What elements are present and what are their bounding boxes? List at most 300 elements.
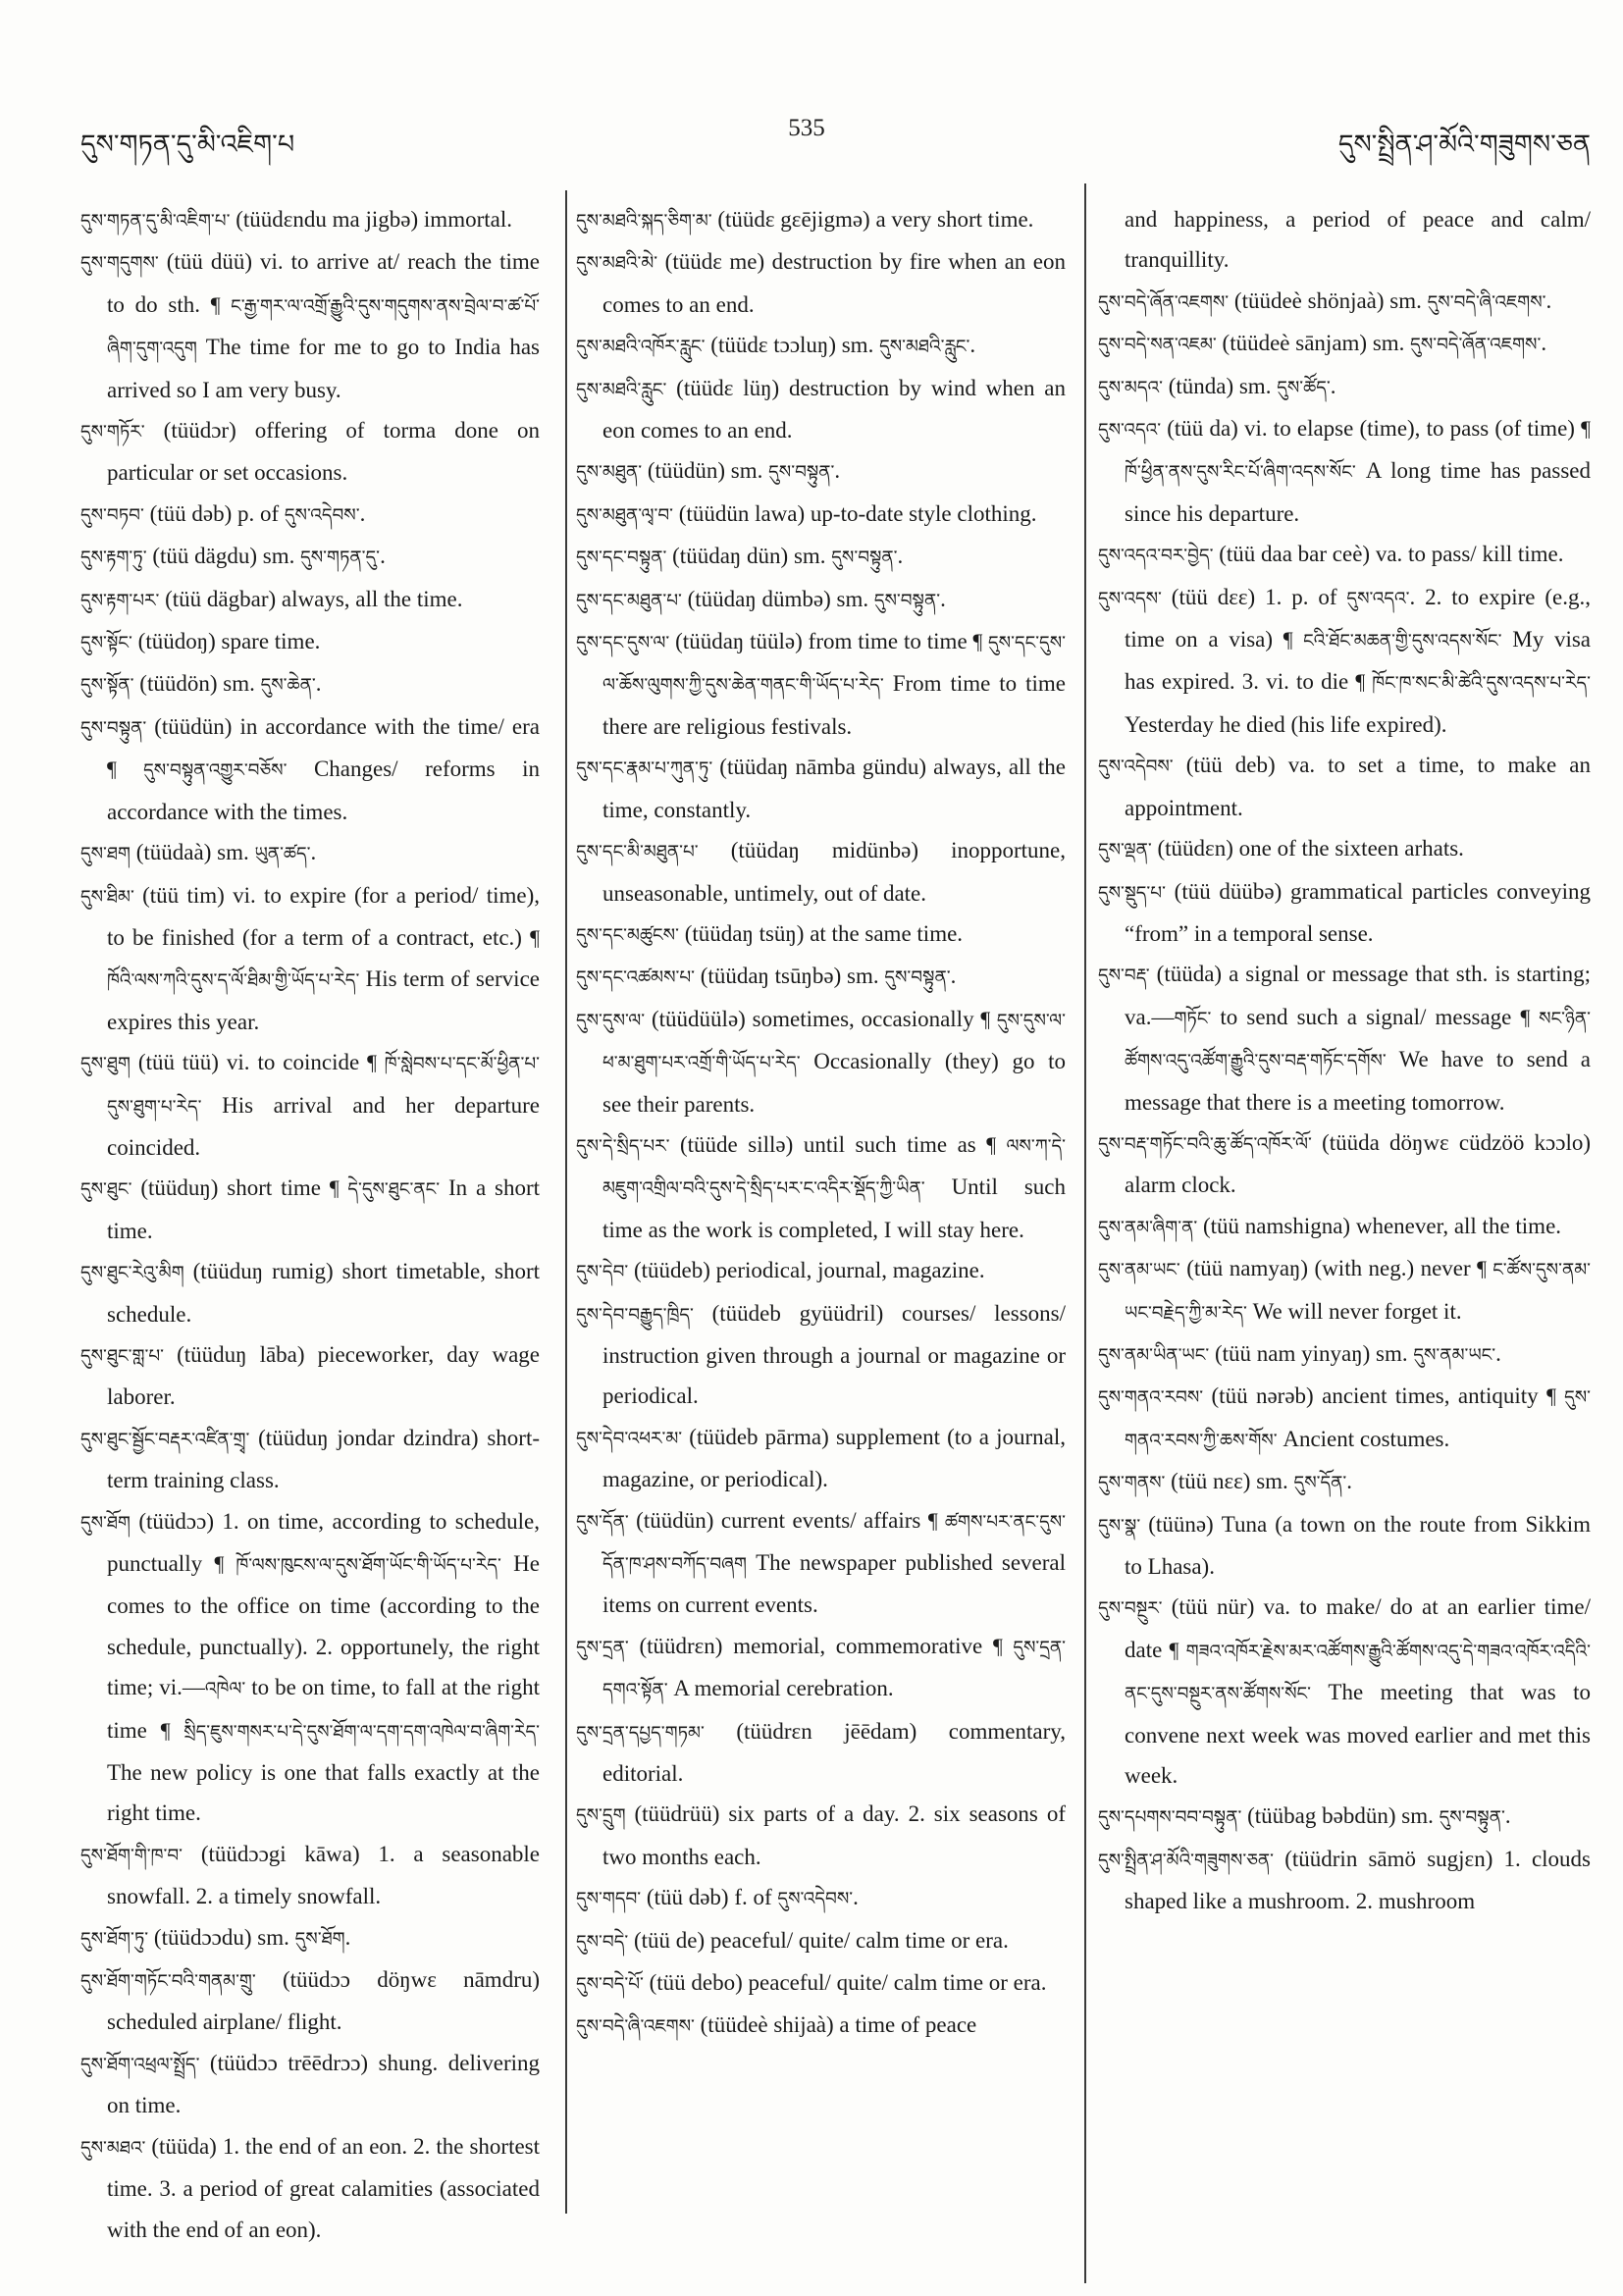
definition-text: shung. delivering on time. bbox=[107, 2050, 540, 2118]
definition-text: immortal. bbox=[423, 207, 512, 232]
headword: དུས་སྡུད་པ་ bbox=[1098, 882, 1166, 904]
headword: དུས་ནམ་ཞིག་ན་ bbox=[1098, 1217, 1198, 1238]
headword: དུས་སྟོན་ bbox=[80, 675, 134, 697]
headword: དུས་བདེ་སན་འཇམ་ bbox=[1098, 335, 1217, 356]
example-mark: ¶ bbox=[160, 1718, 184, 1743]
definition-text: va. to pass/ kill time. bbox=[1375, 542, 1564, 567]
example-mark: ¶ bbox=[214, 1552, 236, 1576]
definition-text: . bbox=[1545, 287, 1552, 313]
pronunciation: (tüü nɛɛ) bbox=[1171, 1469, 1251, 1494]
definition-text: in accordance with the time/ era bbox=[239, 713, 540, 739]
definition-text: 1. p. of bbox=[1265, 584, 1347, 609]
dictionary-entry bbox=[80, 1168, 540, 1251]
dictionary-entry bbox=[80, 1501, 540, 1834]
headword: དུས་དྲན་ bbox=[576, 1637, 629, 1658]
headword: དུས་དང་མཐུན་པ་ bbox=[576, 590, 682, 611]
headword: དུས་ཐོག་འཕྲལ་སྤྲོད་ bbox=[80, 2054, 200, 2075]
definition-text: We have to send a message that there is a meeting tomorrow. bbox=[1125, 1047, 1591, 1115]
example-mark: ¶ bbox=[530, 925, 540, 950]
definition-text: sm. bbox=[223, 671, 261, 697]
dictionary-entry bbox=[576, 1417, 1066, 1500]
example-mark: ¶ bbox=[1477, 1257, 1493, 1281]
definition-text: sm. bbox=[793, 544, 832, 569]
headword: དུས་མཐའི་མེ་ bbox=[576, 253, 658, 275]
pronunciation: (tüüdaŋ nāmba gündu) bbox=[719, 755, 927, 780]
headword: དུས་དང་བསྟུན་ bbox=[576, 548, 667, 569]
headword: དུས་ཐུང་ bbox=[80, 1179, 132, 1201]
headword: དུས་ཐིམ་ bbox=[80, 886, 134, 908]
headword: དུས་སྣ་ bbox=[1098, 1515, 1141, 1537]
definition-text: ancient times, antiquity bbox=[1322, 1383, 1547, 1409]
tibetan-text: གཟའ་འཁོར་རྗེས་མར་འཚོགས་རྒྱུའི་ཚོགས་འདུ་དེ་གཟའ་འཁོར་འདིའི་ནང་དུས་བསྔུར་ནས་ཚོགས་སོང་ bbox=[1125, 1641, 1591, 1705]
definition-text: sm. bbox=[1376, 1340, 1414, 1366]
tibetan-text: དུས་བསྟུན་ bbox=[768, 462, 835, 484]
definition-text: peaceful/ quite/ calm time or era. bbox=[748, 1970, 1047, 1996]
definition-text: alarm clock. bbox=[1125, 1173, 1236, 1198]
pronunciation: (tüünə) bbox=[1148, 1511, 1214, 1537]
dictionary-entry bbox=[1098, 323, 1591, 365]
tibetan-text: སང་ཉིན་ཚོགས་འདུ་འཚོག་རྒྱུའི་དུས་བརྡ་གཏོང་དགོས་ bbox=[1125, 1008, 1591, 1072]
definition-text: always, all the time. bbox=[281, 586, 463, 611]
definition-text: sm. bbox=[257, 1924, 295, 1950]
tibetan-text: དུས་འདེབས་ bbox=[777, 1889, 854, 1910]
headword: དུས་རྟག་ཏུ་ bbox=[80, 548, 147, 569]
tibetan-text: དུས་གཏན་དུ་ bbox=[300, 548, 381, 569]
pronunciation: (tüüdün) bbox=[154, 713, 233, 739]
pronunciation: (tüü nam yinyaŋ) bbox=[1214, 1340, 1371, 1366]
dictionary-entry bbox=[1098, 745, 1591, 828]
pronunciation: (tüüduŋ lāba) bbox=[177, 1341, 305, 1367]
headword: དུས་ནམ་ཡིན་ཡང་ bbox=[1098, 1344, 1210, 1366]
pronunciation: (tüüdaŋ tüülə) bbox=[675, 629, 803, 654]
dictionary-entry bbox=[80, 1917, 540, 1959]
headword: དུས་ཐག bbox=[80, 844, 131, 865]
definition-text: . bbox=[344, 1924, 351, 1950]
definition-text: sm. bbox=[730, 458, 769, 484]
pronunciation: (tüüdeb) bbox=[633, 1258, 710, 1283]
headword: དུས་དེབ་བརྒྱུད་ཁྲིད་ bbox=[576, 1304, 694, 1326]
dictionary-entry bbox=[576, 747, 1066, 830]
dictionary-entry bbox=[80, 199, 540, 241]
definition-text: . bbox=[359, 500, 366, 526]
dictionary-entry bbox=[1098, 1122, 1591, 1206]
example-mark: ¶ bbox=[1520, 1005, 1540, 1029]
headword: དུས་བདེ་པོ་ bbox=[576, 1974, 644, 1996]
headword: དུས་བཏབ་ bbox=[80, 504, 144, 526]
pronunciation: (tüüdaŋ midünbə) bbox=[730, 838, 919, 863]
dictionary-entry bbox=[1098, 871, 1591, 955]
pronunciation: (tüü namshigna) bbox=[1202, 1213, 1351, 1238]
tibetan-text: དུས་བསྟུན་ bbox=[884, 967, 951, 989]
headword: དུས་ཐོག་གཏོང་བའི་གནམ་གྲུ་ bbox=[80, 1971, 256, 1993]
pronunciation: (tüüdeè shönjaà) bbox=[1233, 287, 1385, 313]
dictionary-entry bbox=[576, 956, 1066, 998]
definition-text: whenever, all the time. bbox=[1355, 1213, 1562, 1238]
tibetan-text: དུས་གནའ་རབས་ཀྱི་ཆས་གོས་ bbox=[1125, 1387, 1591, 1451]
definition-text: a very short time. bbox=[875, 207, 1034, 232]
pronunciation: (tüüda) bbox=[1156, 962, 1223, 987]
headword: དུས་བརྡ་ bbox=[1098, 965, 1150, 987]
definition-text: sometimes, occasionally bbox=[752, 1006, 981, 1031]
dictionary-entry bbox=[576, 579, 1066, 621]
pronunciation: (tüü tim) bbox=[142, 882, 225, 908]
pronunciation: (tüübag bəbdün) bbox=[1247, 1803, 1396, 1829]
pronunciation: (tüü da) bbox=[1167, 416, 1238, 442]
dictionary-entry bbox=[576, 830, 1066, 913]
dictionary-entry bbox=[576, 999, 1066, 1124]
definition-text: memorial, commemorative bbox=[733, 1633, 993, 1658]
dictionary-entry bbox=[1098, 1796, 1591, 1838]
definition-text: sm. bbox=[1389, 287, 1428, 313]
definition-text: short timetable, short schedule. bbox=[107, 1259, 540, 1327]
column-2 bbox=[576, 199, 1066, 2250]
pronunciation: (tüüduŋ jondar dzindra) bbox=[258, 1425, 479, 1450]
pronunciation: (tüüdɔɔ trēēdrɔɔ) bbox=[209, 2050, 369, 2075]
column-divider bbox=[1084, 183, 1086, 2283]
definition-text: vi. to arrive at/ reach the time to do sth. bbox=[107, 249, 540, 317]
definition-text: a signal or message that sth. is starting; va.— bbox=[1125, 962, 1591, 1029]
definition-text: sm. bbox=[1256, 1469, 1294, 1494]
definition-text: 1. clouds shaped like a mushroom. 2. mushroom bbox=[1125, 1846, 1591, 1914]
dictionary-entry bbox=[1098, 577, 1591, 746]
pronunciation: (tüü daa bar ceè) bbox=[1219, 542, 1371, 567]
pronunciation: (tüüdrüü) bbox=[634, 1801, 720, 1827]
definition-text: vi. to coincide bbox=[226, 1050, 368, 1075]
headword: དུས་དེ་སྲིད་པར་ bbox=[576, 1135, 670, 1157]
dictionary-entry bbox=[80, 621, 540, 663]
pronunciation: (tüüdaŋ dümbə) bbox=[687, 586, 831, 611]
headword: དུས་ལྡན་ bbox=[1098, 840, 1152, 861]
headword: དུས་འདའ་ bbox=[1098, 420, 1162, 442]
tibetan-text: དུས་ནམ་ཡང་ bbox=[1413, 1344, 1496, 1366]
pronunciation: (tüüdɔɔgi kāwa) bbox=[200, 1841, 360, 1866]
tibetan-text: ཁོང་ཁ་སང་མི་ཚེའི་དུས་འདས་པ་རེད་ bbox=[1372, 673, 1591, 695]
running-head-left: དུས་གཏན་དུ་མི་འཇིག་པ bbox=[80, 130, 295, 160]
headword: དུས་བསྟུན་ bbox=[80, 717, 147, 739]
tibetan-text: ཡུན་ཚད་ bbox=[254, 844, 311, 865]
headword: དུས་མཐའི་འཁོར་རླུང་ bbox=[576, 337, 706, 358]
dictionary-entry bbox=[576, 1124, 1066, 1250]
definition-text: . bbox=[380, 544, 386, 569]
pronunciation: (tüüduŋ) bbox=[140, 1175, 219, 1201]
definition-text: short time bbox=[227, 1175, 330, 1201]
definition-text: sm. bbox=[847, 964, 885, 989]
pronunciation: (tüüdrin sāmö sugjɛn) bbox=[1284, 1846, 1493, 1871]
dictionary-entry bbox=[576, 325, 1066, 367]
pronunciation: (tüüdaŋ tsūŋbə) bbox=[700, 964, 842, 989]
tibetan-text: དུས་ཚོད་ bbox=[1277, 377, 1331, 398]
dictionary-entry bbox=[576, 1293, 1066, 1417]
tibetan-text: ཁོའི་ལས་ཀའི་དུས་ད་ལོ་ཐིམ་གྱི་ཡོད་པ་རེད་ bbox=[107, 970, 360, 992]
running-head-right: དུས་སྤྲིན་ཤ་མོའི་གཟུགས་ཅན bbox=[1337, 130, 1591, 160]
definition-text: 1. on time, according to schedule, punctually bbox=[107, 1508, 540, 1576]
headword: དུས་སྤྲིན་ཤ་མོའི་གཟུགས་ཅན་ bbox=[1098, 1850, 1275, 1871]
pronunciation: (tüüdeè sānjam) bbox=[1222, 331, 1368, 356]
tibetan-text: དུས་བདེ་ཞོན་འཇགས་ bbox=[1410, 335, 1542, 356]
pronunciation: (tüüdeb pārma) bbox=[689, 1424, 829, 1449]
example-mark: ¶ bbox=[986, 1132, 1007, 1157]
pronunciation: (tüüdɛ lüŋ) bbox=[676, 375, 780, 400]
definition-text: peaceful/ quite/ calm time or era. bbox=[709, 1927, 1009, 1953]
dictionary-entry bbox=[80, 579, 540, 621]
pronunciation: (tüüdüülə) bbox=[652, 1006, 746, 1031]
definition-text: He comes to the office on time (according to the schedule, punctually). 2. opportunely, the right time; vi.— bbox=[107, 1551, 540, 1700]
example-mark: ¶ bbox=[927, 1508, 945, 1533]
dictionary-entry bbox=[576, 913, 1066, 956]
definition-text: a time of peace bbox=[839, 2012, 977, 2038]
pronunciation: (tüüde sillə) bbox=[680, 1131, 794, 1157]
headword: དུས་བདེ་ bbox=[576, 1931, 629, 1953]
headword: དུས་མཐའི་སྐད་ཅིག་མ་ bbox=[576, 211, 712, 232]
definition-text: grammatical particles conveying “from” in a temporal sense. bbox=[1125, 878, 1591, 946]
pronunciation: (tüüdɛ gɛējigmə) bbox=[717, 207, 870, 232]
headword: དུས་བརྡ་གཏོང་བའི་ཆུ་ཚོད་འཁོར་ལོ་ bbox=[1098, 1133, 1312, 1155]
dictionary-entry bbox=[576, 1877, 1066, 1919]
dictionary-entry bbox=[576, 1500, 1066, 1626]
definition-text: The meeting that was to convene next week was moved earlier and met this week. bbox=[1125, 1680, 1591, 1789]
definition-text: In a short time. bbox=[107, 1175, 540, 1243]
definition-text: sm. bbox=[841, 333, 880, 358]
tibetan-text: དུས་འདེབས་ bbox=[284, 504, 360, 526]
definition-text: destruction by fire when an eon comes to an end. bbox=[602, 249, 1066, 317]
dictionary-entry bbox=[1098, 534, 1591, 576]
dictionary-entry bbox=[1098, 1839, 1591, 1922]
definition-text: commentary, editorial. bbox=[602, 1718, 1066, 1787]
pronunciation: (tüüdɔɔdu) bbox=[153, 1924, 252, 1950]
definition-text: The new policy is one that falls exactly at the right time. bbox=[107, 1760, 540, 1826]
pronunciation: (tüü namyaŋ) bbox=[1186, 1256, 1309, 1281]
headword: དུས་སྟོང་ bbox=[80, 633, 132, 654]
pronunciation: (tüü düübə) bbox=[1174, 878, 1283, 904]
definition-text: sm. bbox=[836, 586, 874, 611]
dictionary-entry bbox=[80, 1834, 540, 1917]
headword: དུས་ནམ་ཡང་ bbox=[1098, 1260, 1180, 1281]
dictionary-entry bbox=[576, 1920, 1066, 1962]
example-mark: ¶ bbox=[210, 292, 232, 317]
headword: དུས་འདའ་བར་བྱེད་ bbox=[1098, 546, 1214, 567]
headword: དུས་དང་དུས་ལ་ bbox=[576, 633, 670, 654]
definition-text: vi. to expire (for a period/ time), to be finished (for a term of a contract, etc.) bbox=[107, 882, 540, 950]
entry-continuation bbox=[1098, 199, 1591, 281]
definition-text: until such time as bbox=[803, 1131, 987, 1157]
dictionary-entry bbox=[80, 832, 540, 874]
headword: དུས་འདས་ bbox=[1098, 588, 1162, 609]
tibetan-text: ཁོ་ཕྱིན་ནས་དུས་རིང་པོ་ཞིག་འདས་སོང་ bbox=[1125, 462, 1356, 484]
definition-text: . 2. to expire (e.g., time on a visa) bbox=[1125, 584, 1591, 652]
definition-text: . bbox=[940, 586, 946, 611]
dictionary-entry bbox=[80, 706, 540, 832]
definition-text: His term of service expires this year. bbox=[107, 966, 540, 1034]
definition-text: one of the sixteen arhats. bbox=[1238, 836, 1464, 861]
pronunciation: (tüü dägbar) bbox=[165, 586, 277, 611]
tibetan-text: དུས་བསྟུན་ bbox=[831, 548, 898, 569]
tibetan-text: ལས་ཀ་དེ་མཇུག་འགྲིལ་བའི་དུས་དེ་སྲིད་པར་ང་འདིར་སྡོད་ཀྱི་ཡིན་ bbox=[602, 1135, 1066, 1200]
dictionary-entry bbox=[576, 1711, 1066, 1795]
column-1 bbox=[80, 199, 540, 2250]
dictionary-entry bbox=[80, 1334, 540, 1418]
dictionary-entry bbox=[576, 199, 1066, 241]
pronunciation: (tüüduŋ rumig) bbox=[192, 1259, 334, 1284]
definition-text: . bbox=[950, 964, 957, 989]
definition-text: sm. bbox=[217, 840, 255, 865]
definition-text: From time to time there are religious festivals. bbox=[602, 671, 1066, 739]
pronunciation: (tüü dəb) bbox=[646, 1885, 729, 1910]
definition-text: sm. bbox=[262, 544, 301, 569]
headword: དུས་དཔགས་བབ་བསྟུན་ bbox=[1098, 1807, 1242, 1829]
example-mark: ¶ bbox=[329, 1176, 348, 1201]
pronunciation: (tüüdɔr) bbox=[163, 418, 236, 444]
column-3 bbox=[1098, 199, 1591, 2250]
headword: དུས་དུས་ལ་ bbox=[576, 1010, 646, 1031]
headword: དུས་ཐུང་གླ་པ་ bbox=[80, 1345, 164, 1367]
definition-text: up-to-date style clothing. bbox=[810, 500, 1037, 526]
tibetan-text: དུས་དྲན་དགའ་སྟོན་ bbox=[602, 1637, 1066, 1701]
dictionary-entry bbox=[1098, 281, 1591, 323]
headword: དུས་མཐུན་ལྭ་བ་ bbox=[576, 504, 674, 526]
headword: དུས་གདུགས་ bbox=[80, 253, 159, 275]
tibetan-text: དུས་བསྟུན་ bbox=[873, 590, 941, 611]
dictionary-entry bbox=[576, 1962, 1066, 2005]
headword: དུས་མཐའི་རླུང་ bbox=[576, 379, 667, 400]
headword: དུས་མཐུན་ bbox=[576, 462, 643, 484]
definition-text: . bbox=[315, 671, 322, 697]
headword: དུས་ཐོག bbox=[80, 1512, 131, 1534]
example-mark: ¶ bbox=[972, 630, 989, 654]
definition-text: Ancient costumes. bbox=[1277, 1426, 1450, 1451]
tibetan-text: དུས་དུས་ལ་ཕ་མ་ཐུག་པར་འགྲོ་གི་ཡོད་པ་རེད་ bbox=[602, 1010, 1066, 1074]
pronunciation: (tüü de) bbox=[633, 1927, 706, 1953]
dictionary-entry bbox=[576, 1626, 1066, 1711]
tibetan-text: སྲིད་ཇུས་གསར་པ་དེ་དུས་ཐོག་ལ་དག་དག་འཁེལ་བ་ཞིག་རེད་ bbox=[183, 1721, 540, 1743]
definition-text: . bbox=[1346, 1469, 1352, 1494]
example-mark: ¶ bbox=[1546, 1384, 1565, 1409]
pronunciation: (tüüdɔɔ döŋwɛ nāmdru) bbox=[283, 1967, 540, 1993]
headword: དུས་གཏན་དུ་མི་འཇིག་པ་ bbox=[80, 211, 231, 232]
definition-text: courses/ lessons/ instruction given through a journal or magazine or periodical. bbox=[602, 1300, 1066, 1409]
definition-text: Yesterday he died (his life expired). bbox=[1125, 711, 1447, 737]
dictionary-entry bbox=[80, 663, 540, 705]
tibetan-text: གཏོང་ bbox=[1174, 1008, 1212, 1029]
headword: དུས་གནས་ bbox=[1098, 1473, 1166, 1494]
definition-text: from time to time bbox=[808, 629, 973, 654]
pronunciation: (tüüdrɛn jēēdam) bbox=[736, 1718, 917, 1744]
definition-text: supplement (to a journal, magazine, or periodical). bbox=[602, 1424, 1066, 1492]
pronunciation: (tüüdaà) bbox=[135, 840, 212, 865]
tibetan-text: ཁོ་ལས་ཁུངས་ལ་དུས་ཐོག་ཡོང་གི་ཡོད་པ་རེད་ bbox=[236, 1555, 501, 1576]
dictionary-entry bbox=[80, 875, 540, 1043]
headword: དུས་དང་རྣམ་པ་ཀུན་ཏུ་ bbox=[576, 758, 713, 780]
definition-text: short-term training class. bbox=[107, 1425, 540, 1493]
headword: དུས་མཐའ་ bbox=[80, 2137, 146, 2159]
definition-text: . bbox=[834, 458, 841, 484]
definition-text: to send such a signal/ message bbox=[1211, 1004, 1521, 1029]
definition-text: (with neg.) never bbox=[1314, 1256, 1478, 1281]
dictionary-entry bbox=[576, 2005, 1066, 2047]
example-mark: ¶ bbox=[1283, 628, 1304, 652]
dictionary-entry bbox=[1098, 1376, 1591, 1461]
definition-text: . bbox=[1541, 331, 1547, 356]
tibetan-text: དུས་དང་དུས་ལ་ཆོས་ལུགས་ཀྱི་དུས་ཆེན་གནང་གི་ཡོད་པ་རེད་ bbox=[602, 633, 1066, 697]
dictionary-entry bbox=[1098, 1333, 1591, 1376]
definition-text: A memorial cerebration. bbox=[667, 1676, 894, 1701]
dictionary-entry bbox=[80, 1042, 540, 1168]
definition-text: 1. a seasonable snowfall. 2. a timely snowfall. bbox=[107, 1841, 540, 1909]
definition-text: We will never forget it. bbox=[1246, 1298, 1462, 1324]
tibetan-text: དུས་ཐོག bbox=[294, 1928, 345, 1950]
headword: དུས་དྲུག bbox=[576, 1805, 626, 1827]
dictionary-entry bbox=[576, 241, 1066, 325]
pronunciation: (tünda) bbox=[1168, 373, 1234, 398]
definition-text: His arrival and her departure coincided. bbox=[107, 1092, 540, 1160]
pronunciation: (tüü dəb) bbox=[149, 500, 233, 526]
definition-text: offering of torma done on particular or set occasions. bbox=[107, 418, 540, 486]
headword: དུས་དེབ་ bbox=[576, 1262, 629, 1283]
pronunciation: (tüü debo) bbox=[649, 1970, 743, 1996]
dictionary-entry bbox=[576, 450, 1066, 493]
pronunciation: (tüü dɛɛ) bbox=[1171, 584, 1256, 609]
tibetan-text: དེ་དུས་ཐུང་ནང་ bbox=[347, 1179, 441, 1201]
dictionary-entry bbox=[576, 536, 1066, 578]
definition-text: . bbox=[897, 544, 904, 569]
dictionary-entry bbox=[1098, 1248, 1591, 1333]
definition-text: scheduled airplane/ flight. bbox=[107, 2009, 342, 2035]
pronunciation: (tüüdoŋ) bbox=[137, 629, 216, 654]
example-mark: ¶ bbox=[107, 757, 144, 782]
definition-text: My visa has expired. 3. vi. to die bbox=[1125, 627, 1591, 695]
dictionary-entry bbox=[576, 1794, 1066, 1877]
tibetan-text: ཚགས་པར་ནང་དུས་དོན་ཁ་ཤས་བཀོད་བཞག bbox=[602, 1511, 1066, 1575]
definition-text: Changes/ reforms in accordance with the times. bbox=[107, 757, 540, 824]
example-mark: ¶ bbox=[1581, 417, 1591, 442]
headword: དུས་དོན་ bbox=[576, 1511, 629, 1533]
pronunciation: (tüü nərəb) bbox=[1211, 1383, 1314, 1409]
definition-text: sm. bbox=[1238, 373, 1278, 398]
example-mark: ¶ bbox=[367, 1051, 385, 1075]
headword: དུས་ཐུང་སྦྱོང་བརྡར་འཛིན་གྲྭ་ bbox=[80, 1429, 250, 1450]
definition-text: inopportune, unseasonable, untimely, out of date. bbox=[602, 838, 1066, 906]
headword: དུས་དང་མཚུངས་ bbox=[576, 924, 679, 946]
definition-text: Occasionally (they) go to see their parents. bbox=[602, 1049, 1066, 1117]
definition-text: periodical, journal, magazine. bbox=[715, 1258, 985, 1283]
headword: དུས་གཏོར་ bbox=[80, 422, 145, 444]
pronunciation: (tüüdaŋ dün) bbox=[672, 544, 789, 569]
column-divider bbox=[565, 190, 567, 2214]
headword: དུས་འདེབས་ bbox=[1098, 757, 1174, 778]
definition-text: The time for me to go to India has arrived so I am very busy. bbox=[107, 335, 540, 402]
dictionary-entry bbox=[1098, 828, 1591, 870]
dictionary-entry bbox=[80, 1959, 540, 2043]
dictionary-entry bbox=[1098, 1587, 1591, 1796]
definition-text: six parts of a day. 2. six seasons of two months each. bbox=[602, 1801, 1066, 1869]
pronunciation: (tüüdeè shijaà) bbox=[700, 2012, 834, 2038]
dictionary-entry bbox=[80, 2126, 540, 2250]
dictionary-entry bbox=[1098, 1206, 1591, 1248]
dictionary-entry bbox=[1098, 366, 1591, 408]
definition-text: vi. to elapse (time), to pass (of time) bbox=[1244, 416, 1582, 442]
dictionary-entry bbox=[1098, 1461, 1591, 1503]
headword: དུས་དེབ་འཕར་མ་ bbox=[576, 1428, 683, 1449]
pronunciation: (tüüdeb gyüüdril) bbox=[711, 1300, 884, 1326]
dictionary-entry bbox=[80, 2043, 540, 2126]
pronunciation: (tüüdrɛn) bbox=[639, 1633, 723, 1658]
headword: དུས་རྟག་པར་ bbox=[80, 590, 160, 611]
dictionary-entry bbox=[80, 494, 540, 536]
tibetan-text: དུས་ཆེན་ bbox=[260, 675, 316, 697]
dictionary-entry bbox=[576, 621, 1066, 747]
tibetan-text: དུས་བསྟུན་འགྱུར་བཅོས་ bbox=[143, 760, 288, 782]
pronunciation: (tüüdɔɔ) bbox=[138, 1508, 215, 1534]
definition-text: p. of bbox=[236, 500, 285, 526]
